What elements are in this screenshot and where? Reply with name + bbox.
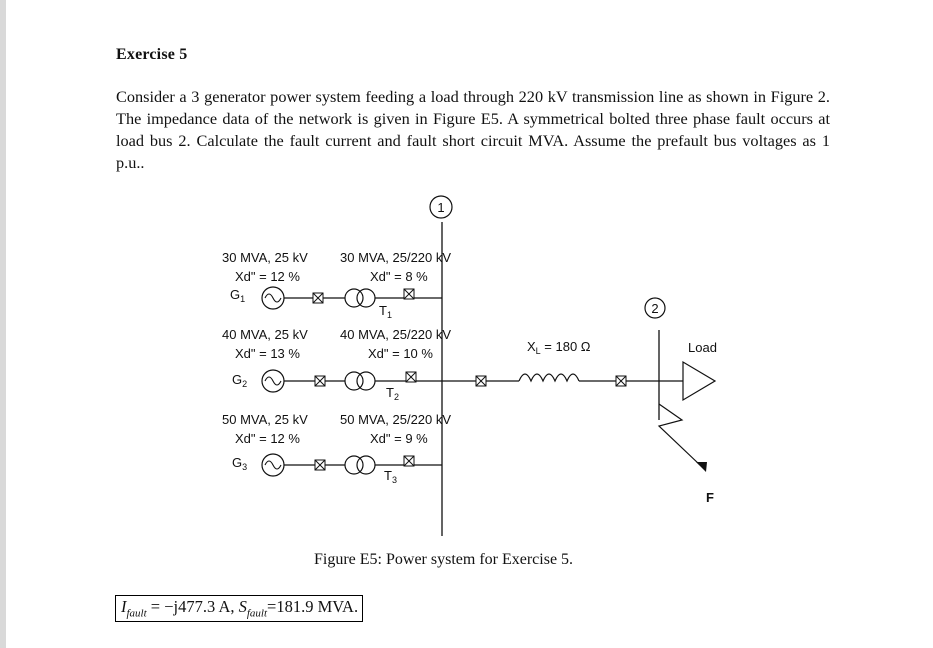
- line-inductor: [519, 374, 579, 381]
- exercise-title: Exercise 5: [116, 46, 188, 63]
- fault-label: F: [706, 490, 714, 505]
- g1-rating: 30 MVA, 25 kV: [222, 250, 308, 265]
- t2-breaker: [406, 372, 416, 382]
- problem-statement: Consider a 3 generator power system feeding a load through 220 kV transmission line as shown in Figure 2. The impedance data of the network is given in Figure E5. A symmetrical bolted three phase fault occurs at load bus 2. Calculate the fault current and fault short circuit MVA. Assume the prefault bus voltages as 1 p.u..: [116, 87, 830, 172]
- g3-rating: 50 MVA, 25 kV: [222, 412, 308, 427]
- t1-reactance: Xd" = 8 %: [370, 269, 428, 284]
- t2-reactance: Xd" = 10 %: [368, 346, 433, 361]
- line-breaker-bus2: [616, 376, 626, 386]
- t1-rating: 30 MVA, 25/220 kV: [340, 250, 452, 265]
- transmission-line: [442, 339, 683, 386]
- s-fault-subscript: fault: [246, 607, 268, 620]
- fault-zigzag: [659, 404, 700, 465]
- load-label: Load: [688, 340, 717, 355]
- load-triangle: [683, 362, 715, 400]
- generator-2-branch: [222, 327, 451, 402]
- g2-reactance: Xd" = 13 %: [235, 346, 300, 361]
- line-breaker-bus1: [476, 376, 486, 386]
- g2-rating: 40 MVA, 25 kV: [222, 327, 308, 342]
- g1-reactance: Xd" = 12 %: [235, 269, 300, 284]
- figure-caption: Figure E5: Power system for Exercise 5.: [314, 551, 574, 568]
- g1-label: $G_1$: [230, 287, 246, 304]
- t2-label: $T_2$: [386, 385, 399, 402]
- bus-2-label: 2: [651, 301, 659, 316]
- t1-label: $T_1$: [379, 303, 392, 320]
- t3-reactance: Xd" = 9 %: [370, 431, 428, 446]
- t1-breaker: [404, 289, 414, 299]
- bus-1-label: 1: [437, 200, 445, 215]
- line-reactance-label: $X_L = 180$ Ω: [527, 339, 591, 356]
- g3-breaker: [315, 460, 325, 470]
- i-fault-subscript: fault: [126, 607, 147, 620]
- g3-reactance: Xd" = 12 %: [235, 431, 300, 446]
- generator-1-branch: [222, 250, 451, 320]
- t3-breaker: [404, 456, 414, 466]
- s-fault-symbol: S: [238, 597, 247, 616]
- g2-label: $G_2$: [232, 372, 248, 389]
- g3-label: $G_3$: [232, 455, 248, 472]
- i-fault-symbol: I: [121, 597, 127, 616]
- g1-breaker: [313, 293, 323, 303]
- answer-box: [115, 595, 363, 622]
- i-fault-value: = −j477.3 A,: [146, 597, 239, 616]
- generator-3-branch: [222, 412, 451, 485]
- t3-rating: 50 MVA, 25/220 kV: [340, 412, 452, 427]
- s-fault-value: =181.9 MVA.: [267, 597, 359, 616]
- g2-breaker: [315, 376, 325, 386]
- fault-arrowhead: [696, 462, 707, 472]
- t3-label: $T_3$: [384, 468, 397, 485]
- t2-rating: 40 MVA, 25/220 kV: [340, 327, 452, 342]
